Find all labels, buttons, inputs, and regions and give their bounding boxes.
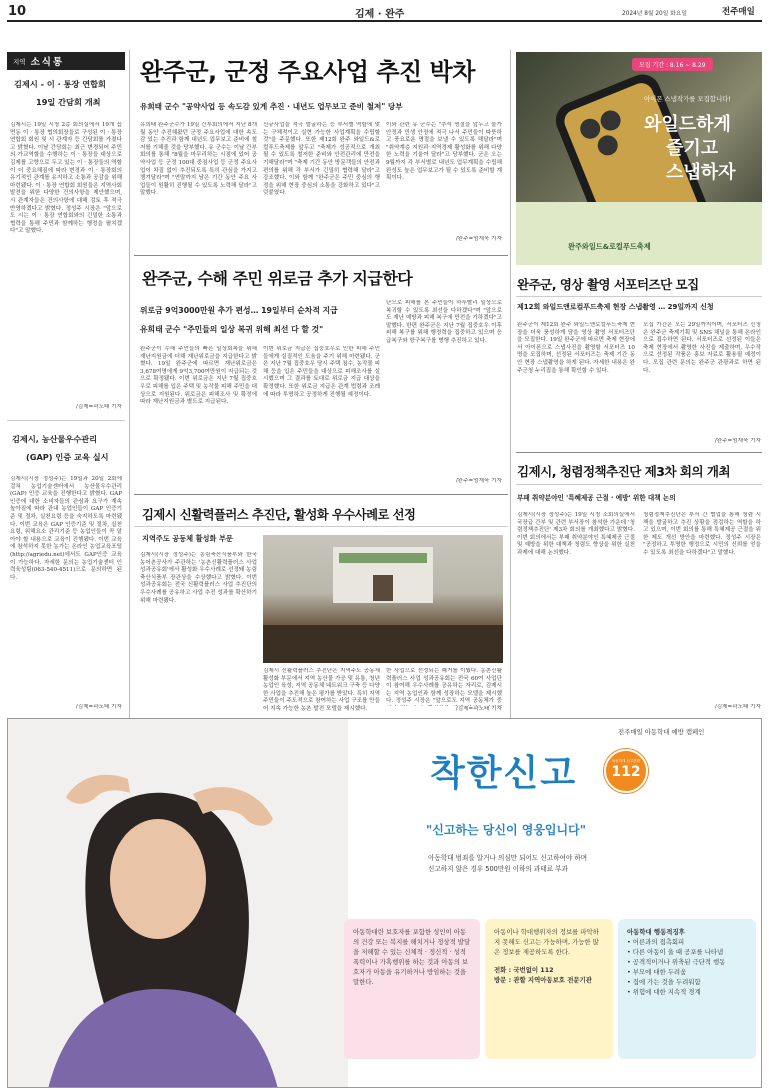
article1-col1: 유희태 완주군수가 19일 간부회의에서 지난 8개월 동안 추진해왔던 군정 주요사업에 대한 속도감 있는 추진과 함께 내년도 업무보고 준비에 철저를 기해줄 것을 당부했다. 유 군수는 이날 간부회의를 통해 "8월을 마무리하는 시점에 있어 공약사업 등 군정 100대 중점사업 등 군정 주요사업이 차질 없이 추진되도록 특히 관심을 가지고 챙겨달라"며 "연말까지 남은 기간 동안 주요 사업들이 원활히 진행될 수 있도록 노력해 달라"고 말했다. bbox=[140, 122, 257, 197]
promo-image bbox=[516, 52, 762, 265]
ad-box3-title: 아동학대 행동적징후 bbox=[627, 928, 685, 936]
ad-box2-contact2: 방문 : 관할 지역아동보호 전문기관 bbox=[494, 976, 592, 984]
promo-line2: 즐기고 bbox=[666, 138, 719, 159]
sidebar-label-prefix: 지역 bbox=[13, 57, 26, 66]
ad-desc2: 신고하지 않은 경우 500만원 이하의 과태료 부과 bbox=[428, 865, 568, 873]
mid-rule-1 bbox=[510, 50, 511, 518]
promo-festival: 완주와일드&로컬푸드축제 bbox=[568, 242, 651, 251]
article2-col2: 이번 위로금 지급은 집중호우로 인한 피해 주민들에게 실질적인 도움을 주기 위해 마련됐다. 군은 지난 7월 집중호우 당시 주택 침수, 농작물 피해 등을 입은 주민들을 대상으로 피해조사를 실시했으며 그 결과를 토대로 위로금 지급 대상을 확정했다. 또한 위로금 지급은 관계 법령과 조례에 따라 투명하고 공정하게 진행될 예정이다. bbox=[263, 346, 380, 398]
ad-desc1: 아동학대 범죄를 알거나 의심만 되어도 신고하여야 하며 bbox=[428, 854, 588, 862]
sidebar-item2-title2: (GAP) 인증 교육 실시 bbox=[26, 452, 109, 462]
article2-sub2: 유희태 군수 "주민들의 일상 복귀 위해 최선 다 할 것" bbox=[140, 325, 324, 334]
divider-b bbox=[134, 494, 508, 495]
section-title: 김제 · 완주 bbox=[355, 9, 405, 20]
ad-slogan: "신고하는 당신이 영웅입니다" bbox=[426, 823, 586, 837]
ad-campaign: 전주매일 아동학대 예방 캠페인 bbox=[618, 728, 705, 736]
article3-rule bbox=[516, 296, 762, 297]
paper-name: 전주매일 bbox=[722, 7, 755, 17]
article1-byline: /완주=엄재욱 기자 bbox=[455, 236, 502, 242]
article3-col2: 모집 기간은 오는 29일까지이며, 서포터즈 신청은 완주군 축제기획 및 SNS 채널을 통해 온라인으로 접수하면 된다. 서포터즈로 선정된 이들은 축제 현장에서 촬영한 사진을 제출하며, 우수작으로 선정된 작품은 홍보 자료로 활용될 예정이다. 모집 관련 문의는 완주군 관광과로 하면 된다. bbox=[643, 322, 761, 374]
sidebar-item2-byline: /김제=곽노태 기자 bbox=[75, 704, 122, 710]
ad-box3-item: • 위험에 대한 지속적 경계 bbox=[627, 988, 701, 996]
promo-line1: 와일드하게 bbox=[644, 114, 731, 135]
article5-subhead: 부패 취약분야인 '특혜제공 근절 · 예방' 위한 대책 논의 bbox=[517, 494, 676, 502]
ad-box1-text: 아동학대란 보호자를 포함한 성인이 아동의 건강 또는 복지를 해치거나 정상적 발달을 저해할 수 있는 신체적 · 정신적 · 성적 폭력이나 가혹행위를 하는 것과 아동의 보호자가 아동을 유기하거나 방임하는 것을 말한다. bbox=[353, 928, 471, 986]
page-number: 10 bbox=[8, 4, 27, 19]
ad-panel bbox=[7, 718, 762, 1088]
ad-title: 착한신고 bbox=[430, 753, 578, 794]
article5-headline: 김제시, 청렴정책추진단 제3차 회의 개최 bbox=[517, 464, 731, 479]
ad-illustration bbox=[8, 719, 348, 1088]
article5-rule bbox=[516, 484, 762, 485]
sidebar-item2-body: 김제시(시장 정성주)는 19일과 20일 2회에 걸쳐 농업기술센터에서 농산물우수관리(GAP) 인증 교육을 진행한다고 밝혔다. GAP인증에 대한 소비자들의 관심과 요구가 계속 높아짐에 따라 관내 농업인들이 GAP 인증기준 및 절차, 실천요령 등을 숙지하도록 마련됐다. 이번 교육은 GAP 인증기준 및 절차, 실천요령, 위해요소 관리기준 등 농업인들이 꼭 알아야 할 내용으로 교육이 진행됐다. 이번 교육에 참석하지 못한 농가는 온라인 농업교육포털(http://agriedu.net)에서도 GAP인증 교육이 가능하다. 자세한 문의는 농업기술센터 인력육성팀(063-540-4511)으로 문의하면 된다. bbox=[10, 476, 122, 581]
sidebar-divider bbox=[7, 420, 125, 421]
article3-subhead: 제12회 와일드앤로컬푸드축제 현장 스냅촬영 … 29일까지 신청 bbox=[517, 303, 714, 311]
ad-box3-item: • 부모에 대한 두려움 bbox=[627, 968, 687, 976]
promo-tag: 아이폰 스냅작가를 모집합니다! bbox=[644, 95, 731, 103]
ad-box3-item: • 집에 가는 것을 두려워함 bbox=[627, 978, 701, 986]
sidebar-item2-title1: 김제시, 농산물우수관리 bbox=[12, 434, 98, 444]
article3-byline: /완주=엄재욱 기자 bbox=[714, 438, 761, 444]
article4-photo-graphic bbox=[263, 535, 503, 663]
ad-info-box-signs bbox=[618, 919, 756, 1059]
article2-headline: 완주군, 수해 주민 위로금 추가 지급한다 bbox=[142, 269, 413, 288]
page-header bbox=[0, 0, 769, 22]
ad-box3-item: • 다른 아동이 울 때 공포를 나타냄 bbox=[627, 948, 724, 956]
ad-info-box-definition bbox=[344, 919, 480, 1059]
article1-col2: 신규사업을 적극 발굴하는 등 부서별 역할에 맞는 구체적이고 실현 가능한 사업계획을 수립할 것"을 주문했다. 또한 제12회 완주 와일드&로컬푸드축제를 앞두고 "축제가 성공적으로 개최될 수 있도록 철저한 준비와 안전관리에 만전을 기해달라"며 "축제 기간 동안 방문객들의 안전과 편의를 위해 각 부서가 긴밀히 협력해 달라"고 강조했다. 이와 함께 "완주군은 주민 중심의 행정을 위해 현장 중심의 소통을 강화하고 있다"고 덧붙였다. bbox=[263, 122, 380, 197]
sidebar-item1-title1: 김제시 - 이 · 통장 연합회 bbox=[14, 79, 106, 89]
article4-byline: /김제=곽노태 기자 bbox=[455, 706, 502, 712]
article2-col1: 완주군이 수해 주민들의 빠른 일상회복을 위해 재난지원금에 더해 재난위로금을 지급한다고 밝혔다. 19일 완주군에 따르면 재난위로금은 3,678여명에게 9억3,700여만원이 지급되는 것으로 확정됐다. 이번 위로금은 지난 7월 집중호우로 피해를 입은 주택 및 농작물 피해 주민을 대상으로 지원된다. 위로금은 피해조사 및 확정에 따라 재난지원금과 별도로 지급된다. bbox=[140, 346, 257, 406]
sidebar-item1-title2: 19일 간담회 개최 bbox=[36, 97, 101, 107]
article4-headline: 김제시 신활력플러스 추진단, 활성화 우수사례로 선정 bbox=[142, 508, 416, 522]
article2-byline: /완주=엄재욱 기자 bbox=[455, 478, 502, 484]
article4-photo bbox=[263, 535, 503, 663]
article2-sub1: 위로금 9억3000만원 추가 편성… 19일부터 순차적 지급 bbox=[140, 306, 338, 315]
ad-box3-item: • 어른과의 접촉회피 bbox=[627, 938, 685, 946]
article4-col2: 김제시 신활력플러스 추진단은 지역주도 공동체 활성화 부문에서 지역 농산물 가공 및 유통, 청년 농업인 육성, 지역 공동체 네트워크 구축 등 다양한 사업을 추진해 높은 평가를 받았다. 특히 지역 주민들이 주도적으로 참여하는 사업 구조를 만들어 지속 가능한 농촌 발전 모델을 제시했다. bbox=[263, 668, 380, 712]
divider-c bbox=[516, 452, 762, 453]
sidebar-label-title: 소식통 bbox=[30, 57, 65, 68]
article2-col3: 난으로 피해를 본 주민들이 하루빨리 일상으로 복귀할 수 있도록 최선을 다하겠다"며 "앞으로도 재난 예방과 피해 복구에 만전을 기하겠다"고 말했다. 한편 완주군은 지난 7월 집중호우 이후 피해 복구를 위해 행정력을 집중하고 있으며 응급복구와 항구복구를 병행 추진하고 있다. bbox=[386, 300, 502, 344]
article4-subhead: 지역주도 공동체 활성화 부문 bbox=[142, 534, 233, 543]
sidebar-item1-byline: /김제=곽노태 기자 bbox=[75, 404, 122, 410]
ad-badge-top: 아동학대 신고전화 bbox=[611, 759, 641, 763]
divider-a bbox=[134, 255, 508, 256]
sidebar-label bbox=[7, 52, 125, 70]
article3-col1: 완주군이 제12회 완주 와일드앤로컬푸드축제 현장을 더욱 풍성하게 담을 영상 촬영 서포터즈단을 모집한다. 19일 완주군에 따르면 축제 현장에서 아이폰으로 스냅사진을 촬영할 서포터즈 10명을 모집하며, 선정된 서포터즈는 축제 기간 동안 현장 스냅촬영을 하게 된다. 자세한 내용은 완주군청 누리집을 통해 확인할 수 있다. bbox=[517, 322, 635, 374]
ad-badge bbox=[604, 749, 648, 793]
ad-box2-contact1: 전화 : 국번없이 112 bbox=[494, 966, 554, 974]
article1-col3: 이와 관련 유 군수는 "추석 명절을 앞두고 물가 안정과 민생 안정에 적극 나서 주민들이 따뜻하고 풍요로운 명절을 보낼 수 있도록 해달라"며 "취약계층 지원과 지역경제 활성화를 위해 다양한 노력을 기울여 달라"고 당부했다. 군은 오는 9월까지 각 부서별로 내년도 업무계획을 수립해 완성도 높은 업무보고가 될 수 있도록 준비할 계획이다. bbox=[386, 122, 502, 182]
ad-box3-item: • 공격적이거나 위축된 극단적 행동 bbox=[627, 958, 726, 966]
header-rule bbox=[7, 20, 762, 22]
ad-info-box-report bbox=[485, 919, 613, 1059]
issue-date: 2024년 8월 20일 화요일 bbox=[622, 11, 687, 17]
article4-rule bbox=[134, 526, 508, 527]
sidebar-rule bbox=[129, 50, 130, 718]
article5-col2: 청렴정책추진단은 부서 간 협업을 통해 청렴 시책을 발굴하고 추진 상황을 점검하는 역할을 하고 있으며, 이번 회의를 통해 특혜제공 근절을 위한 제도 개선 방안을 마련했다. 정성주 시장은 "공정하고 투명한 행정으로 시민의 신뢰를 얻을 수 있도록 최선을 다하겠다"고 말했다. bbox=[643, 512, 761, 556]
promo-period: 모집 기간 : 8.16 ~ 8.29 bbox=[632, 58, 713, 71]
article1-subhead: 유희태 군수 "공약사업 등 속도감 있게 추진 · 내년도 업무보고 준비 철저" 당부 bbox=[140, 102, 403, 111]
article5-col1: 김제시(시장 정성주)는 19일 시청 소회의실에서 국장급 간부 및 관련 부서장이 참석한 가운데 '청렴정책추진단' 제3차 회의를 개최했다고 밝혔다. 이번 회의에서는 부패 취약분야인 특혜제공 근절 및 예방을 위한 대책과 청렴도 향상을 위한 실천 과제에 대해 논의했다. bbox=[517, 512, 635, 556]
article4-col1: 김제시(시장 정성주)는 농림축산식품부와 한국농어촌공사가 주관하는 '농촌신활력플러스 사업 성과공유회'에서 활성화 우수사례로 선정돼 농림축산식품부 장관상을 수상했다고 밝혔다. 이번 성과공유회는 전국 신활력플러스 사업 추진단의 우수사례를 공유하고 사업 추진 성과를 확산하기 위해 마련됐다. bbox=[140, 552, 257, 604]
article3-headline: 완주군, 영상 촬영 서포터즈단 모집 bbox=[517, 277, 699, 292]
article1-headline: 완주군, 군정 주요사업 추진 박차 bbox=[140, 58, 475, 86]
mid-rule-2 bbox=[510, 452, 511, 718]
sidebar-item1-body: 김제시는 19일 시청 2층 회의실에서 19개 읍면동 이 · 통장 협의회장들로 구성된 이 · 통장연합회 회원 및 시 관계자 등 간담회를 가졌다고 밝혔다. 이날 간담회는 최근 변경되어 주민의 가교역할을 수행하는 이 · 통장들 대상으로 김제를 고향으로 두고 있는 이 · 통장들의 역할이 더 중요해짐에 따라 변경과 이 · 통장회의 유기적인 관계를 유지하고 소통과 공감을 위해 마련됐다. 이 · 통장 연합회 회원들은 지역사회 발전을 위한 다양한 건의사항을 제안했으며, 시 관계자들은 건의사항에 대해 검토 후 적극 반영하겠다고 밝혔다. 정성주 시장은 "앞으로도 시는 이 · 통장 연합회와의 긴밀한 소통과 협력을 통해 주민과 함께하는 행정을 펼치겠다"고 말했다. bbox=[10, 122, 122, 235]
ad-badge-number: 112 bbox=[611, 764, 641, 780]
ad-box2-text: 아동이나 학대행위자의 정보를 파악하지 못해도 신고는 가능하며, 가능한 많은 정보를 제공하도록 한다. bbox=[494, 928, 599, 956]
promo-line3: 스냅하자 bbox=[666, 162, 736, 183]
article5-byline: /김제=곽노태 기자 bbox=[714, 704, 761, 710]
article4-col3: 한 사업으로 선정되는 쾌거를 이뤘다. 농촌신활력플러스 사업 성과공유회는 전국 60여 사업단이 참여해 우수사례를 공유하는 자리로, 김제시는 지역 농업인과 함께 성장하는 모델을 제시했다. 정성주 시장은 "앞으로도 지역 공동체가 중 bbox=[386, 668, 502, 705]
